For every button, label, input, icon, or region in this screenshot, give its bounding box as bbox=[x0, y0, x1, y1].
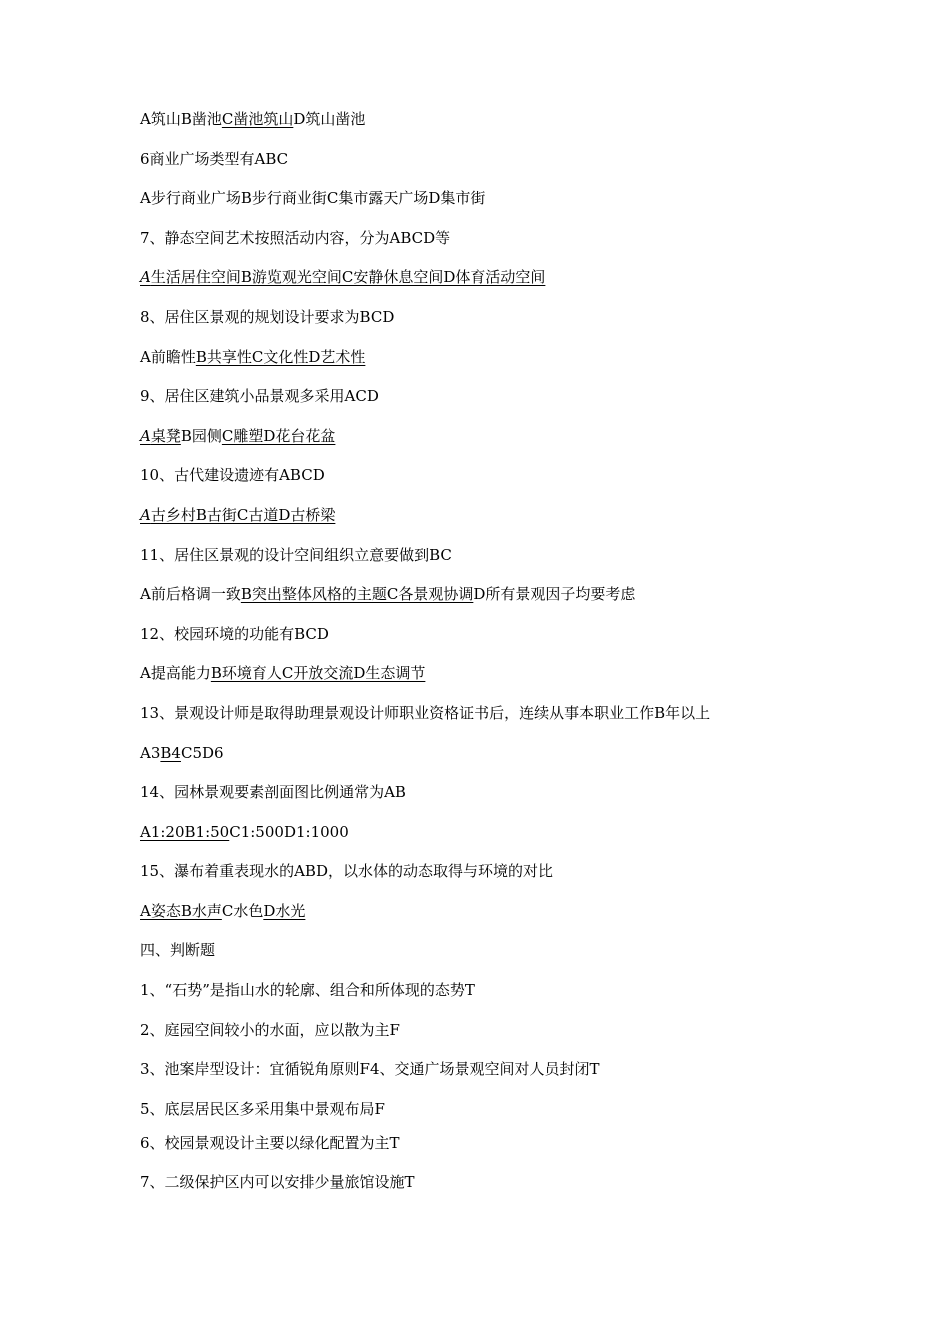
text-run: B突出整体风格的主题C各景观协调 bbox=[240, 585, 474, 604]
text-line bbox=[140, 385, 920, 407]
document-page bbox=[140, 108, 920, 1211]
text-line bbox=[140, 702, 920, 724]
text-run: 11、居住区景观的设计空间组织立意要做到BC bbox=[140, 545, 452, 564]
text-run: D所有景观因子均要考虑 bbox=[473, 585, 636, 604]
text-line bbox=[140, 742, 920, 764]
text-line bbox=[140, 900, 920, 922]
text-run: 桌凳 bbox=[150, 426, 181, 445]
text-line bbox=[140, 1132, 920, 1154]
text-run: 9、居住区建筑小品景观多采用ACD bbox=[140, 387, 379, 406]
text-run: A提高能力 bbox=[140, 664, 211, 683]
text-run: 13、景观设计师是取得助理景观设计师职业资格证书后，连续从事本职业工作B年以上 bbox=[140, 703, 711, 722]
text-line bbox=[140, 662, 920, 684]
text-run: D水光 bbox=[263, 901, 306, 920]
text-run: C1:500D1:1000 bbox=[229, 822, 349, 841]
text-run: A3 bbox=[140, 743, 161, 762]
text-run: C凿池筑山 bbox=[221, 110, 294, 128]
text-line bbox=[140, 306, 920, 328]
text-run: 3、池案岸型设计：宜循锐角原则F4、交通广场景观空间对人员封闭T bbox=[140, 1060, 600, 1079]
text-line bbox=[140, 1058, 920, 1080]
text-line bbox=[140, 781, 920, 803]
text-run: 14、园林景观要素剖面图比例通常为AB bbox=[140, 783, 406, 802]
text-run: A1:20B1:50 bbox=[140, 822, 230, 841]
text-run: 7、二级保护区内可以安排少量旅馆设施T bbox=[140, 1173, 415, 1192]
text-run: A bbox=[140, 426, 151, 445]
text-run: 1、“石势”是指山水的轮廓、组合和所体现的态势T bbox=[140, 981, 475, 1000]
text-line bbox=[140, 583, 920, 605]
text-line bbox=[140, 1019, 920, 1041]
text-run: 6、校园景观设计主要以绿化配置为主T bbox=[140, 1133, 400, 1152]
text-run: A姿态B水声 bbox=[140, 901, 222, 920]
text-run: 8、居住区景观的规划设计要求为BCD bbox=[140, 307, 395, 326]
text-run: A筑山B凿池 bbox=[140, 110, 222, 128]
text-line bbox=[140, 1098, 920, 1120]
text-run: C雕塑D花台花盆 bbox=[221, 426, 336, 445]
text-line bbox=[140, 821, 920, 843]
text-run: A前瞻性 bbox=[140, 347, 196, 366]
text-line bbox=[140, 979, 920, 1001]
text-run: 7、静态空间艺术按照活动内容，分为ABCD等 bbox=[140, 228, 451, 247]
text-run: B4 bbox=[160, 743, 181, 762]
text-run: C5D6 bbox=[180, 743, 224, 762]
text-line bbox=[140, 464, 920, 486]
text-run: 生活居住空间B游览观光空间C安静休息空间D体育活动空间 bbox=[150, 268, 546, 287]
text-run: 10、古代建设遗迹有ABCD bbox=[140, 466, 325, 485]
text-line bbox=[140, 108, 920, 130]
text-line bbox=[140, 623, 920, 645]
text-line bbox=[140, 187, 920, 209]
text-run: 2、庭园空间较小的水面，应以散为主F bbox=[140, 1020, 400, 1039]
text-line bbox=[140, 860, 920, 882]
text-run: 15、瀑布着重表现水的ABD，以水体的动态取得与环境的对比 bbox=[140, 862, 553, 881]
text-run: 四、判断题 bbox=[140, 941, 216, 960]
text-run: 5、底层居民区多采用集中景观布局F bbox=[140, 1099, 385, 1118]
text-line bbox=[140, 504, 920, 526]
text-run: B共享性C文化性D艺术性 bbox=[195, 347, 366, 366]
text-line bbox=[140, 425, 920, 447]
text-line bbox=[140, 544, 920, 566]
text-run: A步行商业广场B步行商业街C集市露天广场D集市街 bbox=[140, 189, 486, 208]
text-line bbox=[140, 1171, 920, 1193]
text-run: A bbox=[140, 268, 151, 287]
text-run: A前后格调一致 bbox=[140, 585, 241, 604]
text-line bbox=[140, 266, 920, 288]
text-run: A bbox=[140, 505, 151, 524]
text-run: D筑山凿池 bbox=[293, 110, 366, 128]
text-run: B环境育人C开放交流D生态调节 bbox=[210, 664, 426, 683]
text-run: 6商业广场类型有ABC bbox=[140, 149, 289, 168]
text-run: 古乡村B古街C古道D古桥梁 bbox=[150, 505, 336, 524]
section-heading bbox=[140, 939, 920, 961]
text-line bbox=[140, 346, 920, 368]
text-line bbox=[140, 148, 920, 170]
text-line bbox=[140, 227, 920, 249]
text-run: C水色 bbox=[221, 901, 264, 920]
text-run: B园侧 bbox=[180, 426, 222, 445]
text-run: 12、校园环境的功能有BCD bbox=[140, 624, 329, 643]
